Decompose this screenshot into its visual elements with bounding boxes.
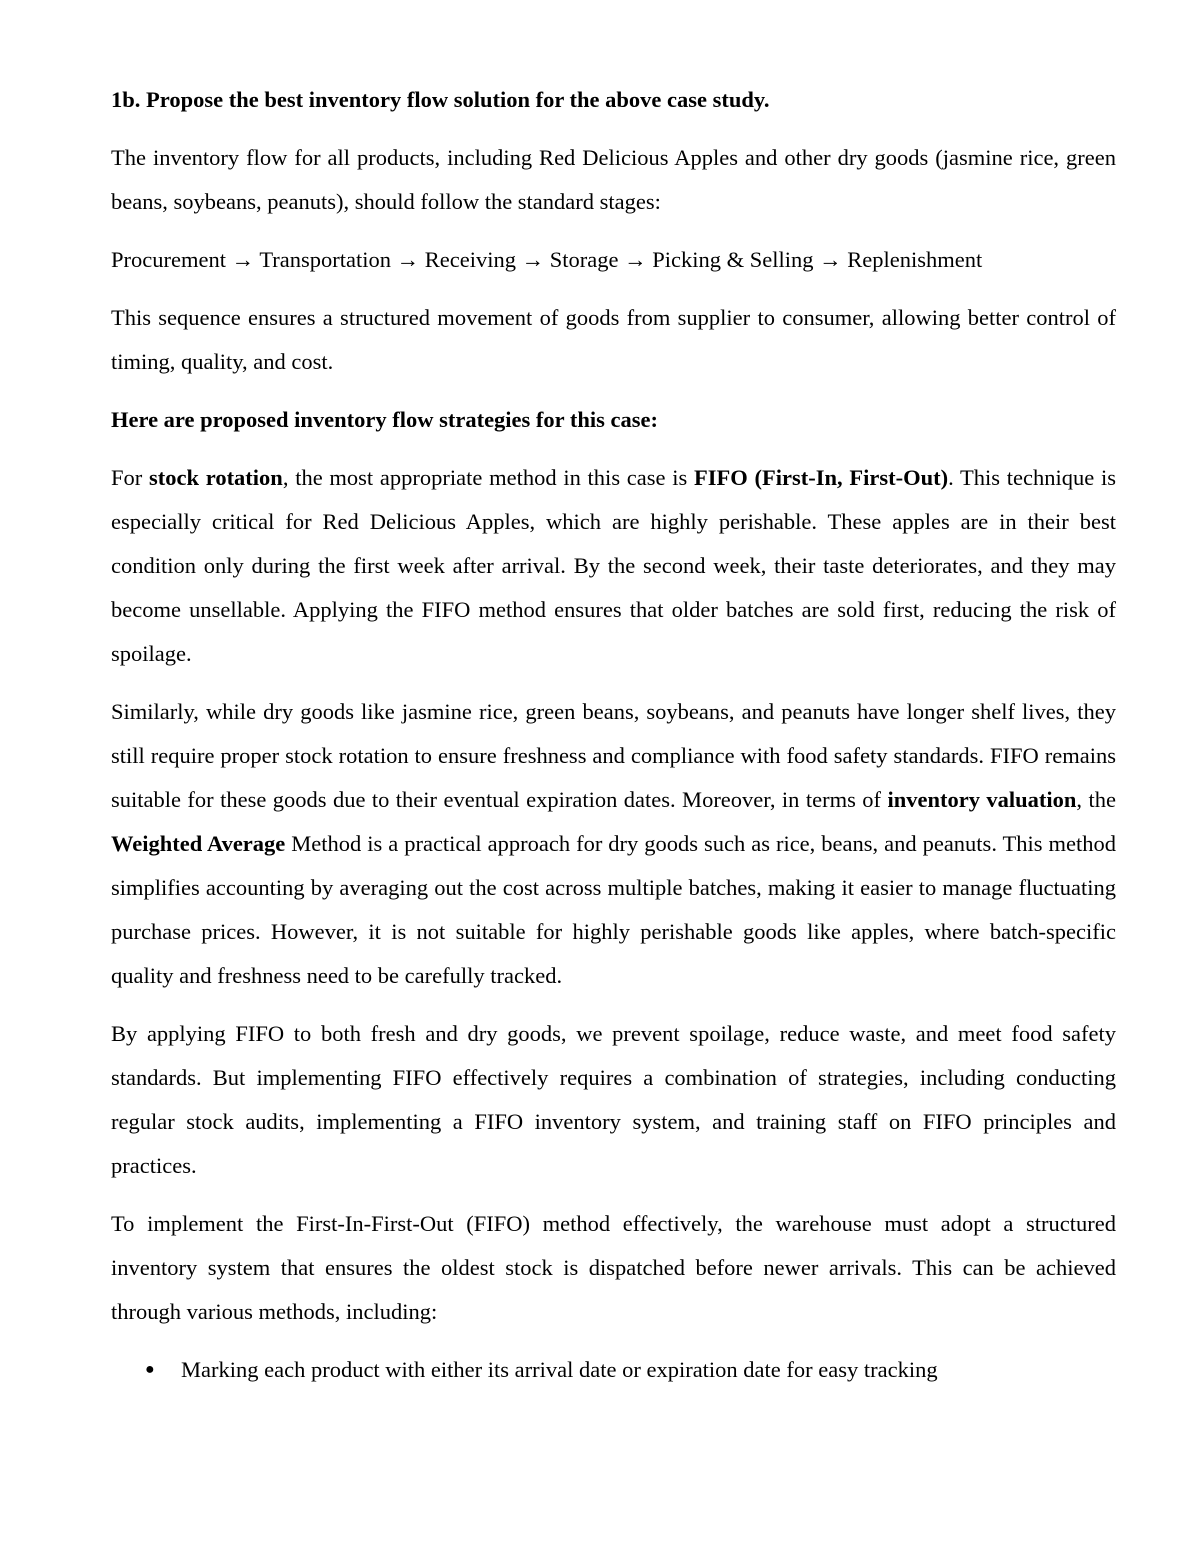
flow-stage-replenishment: Replenishment [847, 247, 983, 272]
document-page [111, 78, 1116, 1392]
fifo-implementation-paragraph: To implement the First-In-First-Out (FIFO) method effectively, the warehouse must adopt a structured inventory system that ensures the oldest stock is dispatched before newer arrivals. This can be achieved through various methods, including: [111, 1211, 1116, 1324]
text-run: Method is a practical approach for dry goods such as rice, beans, and peanuts. This method simplifies accounting by averaging out the cost across multiple batches, making it easier to manage fluctuating purchase prices. However, it is not suitable for highly perishable goods like apples, where batch-specific quality and freshness need to be carefully tracked. [111, 831, 1116, 988]
flow-stage-transportation: Transportation [259, 247, 391, 272]
flow-arrow-icon: → [521, 247, 545, 272]
flow-arrow-icon: → [819, 247, 842, 272]
flow-arrow-icon: → [396, 247, 420, 272]
term-weighted-average: Weighted Average [111, 831, 286, 856]
dry-goods-paragraph [111, 690, 1116, 998]
text-run: Similarly, while dry goods like jasmine rice, green beans, soybeans, and peanuts have longer shelf lives, they still require proper stock rotation to ensure freshness and compliance with food safety standards. FIFO remains suitable for these goods due to their eventual expiration dates. Moreover, in terms of [111, 699, 1116, 812]
intro-paragraph: The inventory flow for all products, including Red Delicious Apples and other dry goods (jasmine rice, green beans, soybeans, peanuts), should follow the standard stages: [111, 145, 1116, 214]
flow-stage-picking-selling: Picking & Selling [652, 247, 814, 272]
sequence-paragraph: This sequence ensures a structured movement of goods from supplier to consumer, allowing better control of timing, quality, and cost. [111, 305, 1116, 374]
list-item-text: Marking each product with either its arrival date or expiration date for easy tracking [181, 1357, 938, 1382]
term-fifo: FIFO (First-In, First-Out) [694, 465, 949, 490]
text-run: . This technique is especially critical for Red Delicious Apples, which are highly perishable. These apples are in their best condition only during the first week after arrival. By the second week, their taste deteriorates, and they may become unsellable. Applying the FIFO method ensures that older batches are sold first, reducing the risk of spoilage. [111, 465, 1116, 666]
list-item [111, 1348, 1116, 1392]
question-heading: 1b. Propose the best inventory flow solution for the above case study. [111, 87, 770, 112]
strategies-heading: Here are proposed inventory flow strategies for this case: [111, 407, 658, 432]
fifo-benefits-paragraph: By applying FIFO to both fresh and dry goods, we prevent spoilage, reduce waste, and meet food safety standards. But implementing FIFO effectively requires a combination of strategies, including conducting regular stock audits, implementing a FIFO inventory system, and training staff on FIFO principles and practices. [111, 1021, 1116, 1178]
bullet-icon: ● [145, 1361, 155, 1378]
flow-arrow-icon: → [624, 247, 647, 272]
text-run: , the most appropriate method in this case is [282, 465, 695, 490]
term-inventory-valuation: inventory valuation [887, 787, 1077, 812]
text-run: , the [1076, 787, 1116, 812]
fifo-methods-list [111, 1348, 1116, 1392]
flow-stage-storage: Storage [549, 247, 619, 272]
term-stock-rotation: stock rotation [149, 465, 283, 490]
flow-arrow-icon: → [231, 247, 255, 272]
text-run: For [111, 465, 149, 490]
flow-stage-receiving: Receiving [424, 247, 516, 272]
stock-rotation-paragraph [111, 456, 1116, 676]
inventory-flow-sequence [111, 238, 1116, 282]
flow-stage-procurement: Procurement [111, 247, 226, 272]
